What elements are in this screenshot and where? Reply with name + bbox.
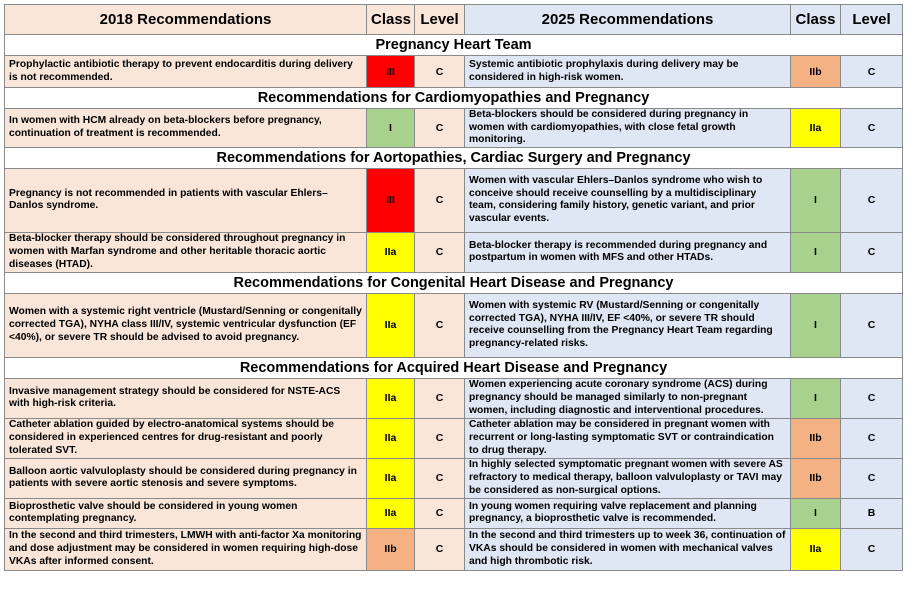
section-header-row [5,357,903,378]
table-row [5,418,903,458]
class-2025-badge: I [791,378,841,418]
class-2025-badge: I [791,498,841,528]
recommendation-2018-text: In women with HCM already on beta-blockers before pregnancy, continuation of treatment is recommended. [5,109,367,148]
header-2018-level: Level [415,5,465,35]
class-2025-badge: IIb [791,418,841,458]
level-2025-value: C [841,56,903,88]
level-2025-value: C [841,458,903,498]
recommendation-2025-text: In the second and third trimesters up to week 36, continuation of VKAs should be considered in women with mechanical valves and high thrombotic risk. [465,528,791,570]
recommendation-2025-text: Catheter ablation may be considered in pregnant women with recurrent or long-lasting symptomatic SVT or contraindication to drug therapy. [465,418,791,458]
recommendations-table-container [4,4,902,571]
section-title: Recommendations for Congenital Heart Disease and Pregnancy [5,272,903,293]
class-2025-badge: IIb [791,56,841,88]
recommendation-2018-text: Catheter ablation guided by electro-anatomical systems should be considered in experienced centres for drug-resistant and poorly tolerated SVT. [5,418,367,458]
level-2025-value: C [841,109,903,148]
recommendation-2025-text: Beta-blockers should be considered during pregnancy in women with cardiomyopathies, with close fetal growth monitoring. [465,109,791,148]
recommendation-2025-text: Beta-blocker therapy is recommended during pregnancy and postpartum in women with MFS and other HTADs. [465,232,791,272]
recommendation-2018-text: Balloon aortic valvuloplasty should be considered during pregnancy in patients with severe aortic stenosis and severe symptoms. [5,458,367,498]
level-2018-value: C [415,232,465,272]
class-2025-badge: I [791,232,841,272]
recommendation-2018-text: Invasive management strategy should be considered for NSTE-ACS with high-risk criteria. [5,378,367,418]
level-2018-value: C [415,168,465,232]
level-2025-value: C [841,232,903,272]
level-2025-value: B [841,498,903,528]
section-header-row [5,147,903,168]
level-2018-value: C [415,418,465,458]
class-2025-badge: I [791,168,841,232]
section-header-row [5,35,903,56]
class-2018-badge: IIa [367,498,415,528]
class-2025-badge: I [791,293,841,357]
level-2025-value: C [841,168,903,232]
table-row [5,232,903,272]
section-title: Pregnancy Heart Team [5,35,903,56]
header-2025-recommendations: 2025 Recommendations [465,5,791,35]
recommendation-2025-text: Women experiencing acute coronary syndrome (ACS) during pregnancy should be managed similarly to non-pregnant women, including diagnostic and interventional procedures. [465,378,791,418]
class-2018-badge: IIb [367,528,415,570]
level-2025-value: C [841,378,903,418]
class-2025-badge: IIa [791,528,841,570]
class-2018-badge: IIa [367,378,415,418]
recommendation-2025-text: Women with vascular Ehlers–Danlos syndrome who wish to conceive should receive counselling by a multidisciplinary team, considering family history, genetic variant, and prior vascular events. [465,168,791,232]
level-2018-value: C [415,56,465,88]
class-2018-badge: IIa [367,293,415,357]
section-title: Recommendations for Aortopathies, Cardiac Surgery and Pregnancy [5,147,903,168]
class-2025-badge: IIa [791,109,841,148]
header-2018-class: Class [367,5,415,35]
recommendation-2025-text: In highly selected symptomatic pregnant women with severe AS refractory to medical therapy, balloon valvuloplasty or TAVI may be considered as non-surgical options. [465,458,791,498]
level-2018-value: C [415,378,465,418]
table-row [5,293,903,357]
table-row [5,498,903,528]
table-row [5,528,903,570]
recommendation-2018-text: Pregnancy is not recommended in patients with vascular Ehlers–Danlos syndrome. [5,168,367,232]
level-2025-value: C [841,528,903,570]
class-2018-badge: IIa [367,418,415,458]
recommendation-2018-text: Prophylactic antibiotic therapy to prevent endocarditis during delivery is not recommended. [5,56,367,88]
table-row [5,168,903,232]
level-2025-value: C [841,418,903,458]
table-row [5,378,903,418]
level-2018-value: C [415,458,465,498]
table-header-row [5,5,903,35]
recommendations-comparison-table [4,4,903,571]
header-2018-recommendations: 2018 Recommendations [5,5,367,35]
header-2025-class: Class [791,5,841,35]
level-2018-value: C [415,528,465,570]
recommendation-2018-text: In the second and third trimesters, LMWH with anti-factor Xa monitoring and dose adjustment may be considered in women requiring high-dose VKAs after informed consent. [5,528,367,570]
level-2018-value: C [415,498,465,528]
class-2018-badge: IIa [367,458,415,498]
table-row [5,109,903,148]
recommendation-2025-text: In young women requiring valve replacement and planning pregnancy, a bioprosthetic valve is recommended. [465,498,791,528]
table-body [5,5,903,571]
section-title: Recommendations for Acquired Heart Disease and Pregnancy [5,357,903,378]
class-2018-badge: III [367,168,415,232]
class-2018-badge: I [367,109,415,148]
recommendation-2025-text: Systemic antibiotic prophylaxis during delivery may be considered in high-risk women. [465,56,791,88]
recommendation-2025-text: Women with systemic RV (Mustard/Senning or congenitally corrected TGA), NYHA III/IV, EF <40%, or severe TR should receive counselling from the Pregnancy Heart Team regarding pregnancy-related risks. [465,293,791,357]
recommendation-2018-text: Women with a systemic right ventricle (Mustard/Senning or congenitally corrected TGA), NYHA class III/IV, systemic ventricular dysfunction (EF <40%), or severe TR should be advised to avoid pregnancy. [5,293,367,357]
level-2018-value: C [415,293,465,357]
recommendation-2018-text: Beta-blocker therapy should be considered throughout pregnancy in women with Marfan syndrome and other heritable thoracic aortic diseases (HTAD). [5,232,367,272]
header-2025-level: Level [841,5,903,35]
recommendation-2018-text: Bioprosthetic valve should be considered in young women contemplating pregnancy. [5,498,367,528]
section-title: Recommendations for Cardiomyopathies and Pregnancy [5,88,903,109]
table-row [5,458,903,498]
level-2018-value: C [415,109,465,148]
class-2018-badge: IIa [367,232,415,272]
class-2018-badge: III [367,56,415,88]
class-2025-badge: IIb [791,458,841,498]
section-header-row [5,272,903,293]
table-row [5,56,903,88]
section-header-row [5,88,903,109]
level-2025-value: C [841,293,903,357]
